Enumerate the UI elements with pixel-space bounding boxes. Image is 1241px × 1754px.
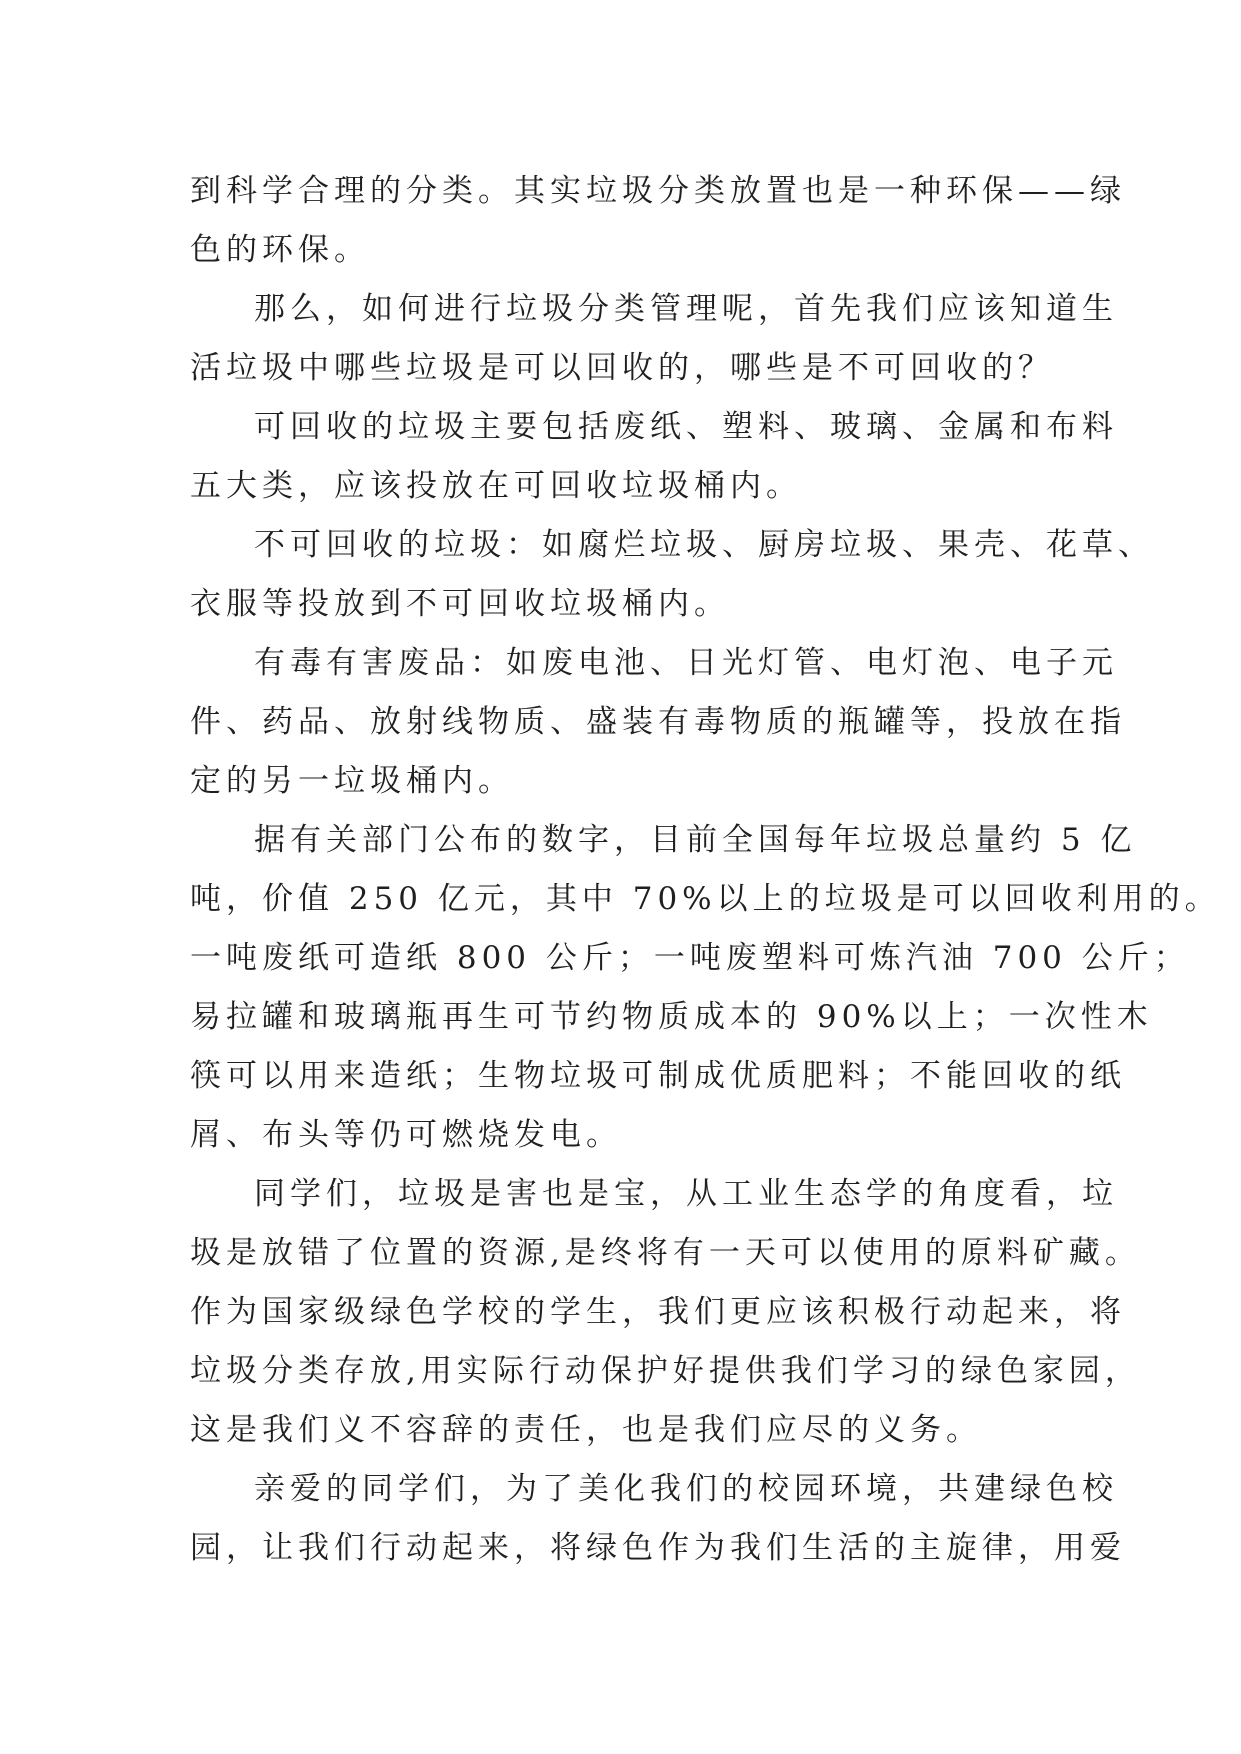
text-line: 有毒有害废品：如废电池、日光灯管、电灯泡、电子元 [254,645,1118,681]
text-line: 筷可以用来造纸；生物垃圾可制成优质肥料；不能回收的纸 [190,1058,1126,1094]
text-line: 衣服等投放到不可回收垃圾桶内。 [190,586,730,622]
paragraph-1 [190,162,1126,280]
text-line: 易拉罐和玻璃瓶再生可节约物质成本的 90%以上；一次性木 [190,999,1153,1035]
text-line: 活垃圾中哪些垃圾是可以回收的，哪些是不可回收的？ [190,350,1054,386]
document-body [190,162,1221,1578]
text-line: 可回收的垃圾主要包括废纸、塑料、玻璃、金属和布料 [254,409,1118,445]
paragraph-5 [190,634,1126,811]
text-line: 色的环保。 [190,232,370,268]
paragraph-4 [190,516,1154,634]
paragraph-3 [190,398,1118,516]
text-line: 定的另一垃圾桶内。 [190,763,514,799]
paragraph-7 [190,1165,1141,1460]
text-line: 圾是放错了位置的资源,是终将有一天可以使用的原料矿藏。 [190,1235,1141,1271]
text-line: 据有关部门公布的数字，目前全国每年垃圾总量约 5 亿 [254,822,1137,858]
text-line: 件、药品、放射线物质、盛装有毒物质的瓶罐等，投放在指 [190,704,1126,740]
text-line: 五大类，应该投放在可回收垃圾桶内。 [190,468,802,504]
text-line: 垃圾分类存放,用实际行动保护好提供我们学习的绿色家园， [190,1353,1141,1389]
paragraph-6 [190,811,1221,1165]
text-line: 同学们，垃圾是害也是宝，从工业生态学的角度看，垃 [254,1176,1118,1212]
text-line: 屑、布头等仍可燃烧发电。 [190,1117,622,1153]
text-line: 园，让我们行动起来，将绿色作为我们生活的主旋律，用爱 [190,1530,1126,1566]
text-line: 那么，如何进行垃圾分类管理呢，首先我们应该知道生 [254,291,1118,327]
text-line: 一吨废纸可造纸 800 公斤；一吨废塑料可炼汽油 700 公斤； [190,940,1190,976]
text-line: 不可回收的垃圾：如腐烂垃圾、厨房垃圾、果壳、花草、 [254,527,1154,563]
text-line: 这是我们义不容辞的责任，也是我们应尽的义务。 [190,1412,982,1448]
text-line: 亲爱的同学们，为了美化我们的校园环境，共建绿色校 [254,1471,1118,1507]
text-line: 到科学合理的分类。其实垃圾分类放置也是一种环保——绿 [190,173,1126,209]
paragraph-2 [190,280,1118,398]
paragraph-8 [190,1460,1126,1578]
text-line: 作为国家级绿色学校的学生，我们更应该积极行动起来，将 [190,1294,1126,1330]
text-line: 吨，价值 250 亿元，其中 70%以上的垃圾是可以回收利用的。 [190,881,1221,917]
